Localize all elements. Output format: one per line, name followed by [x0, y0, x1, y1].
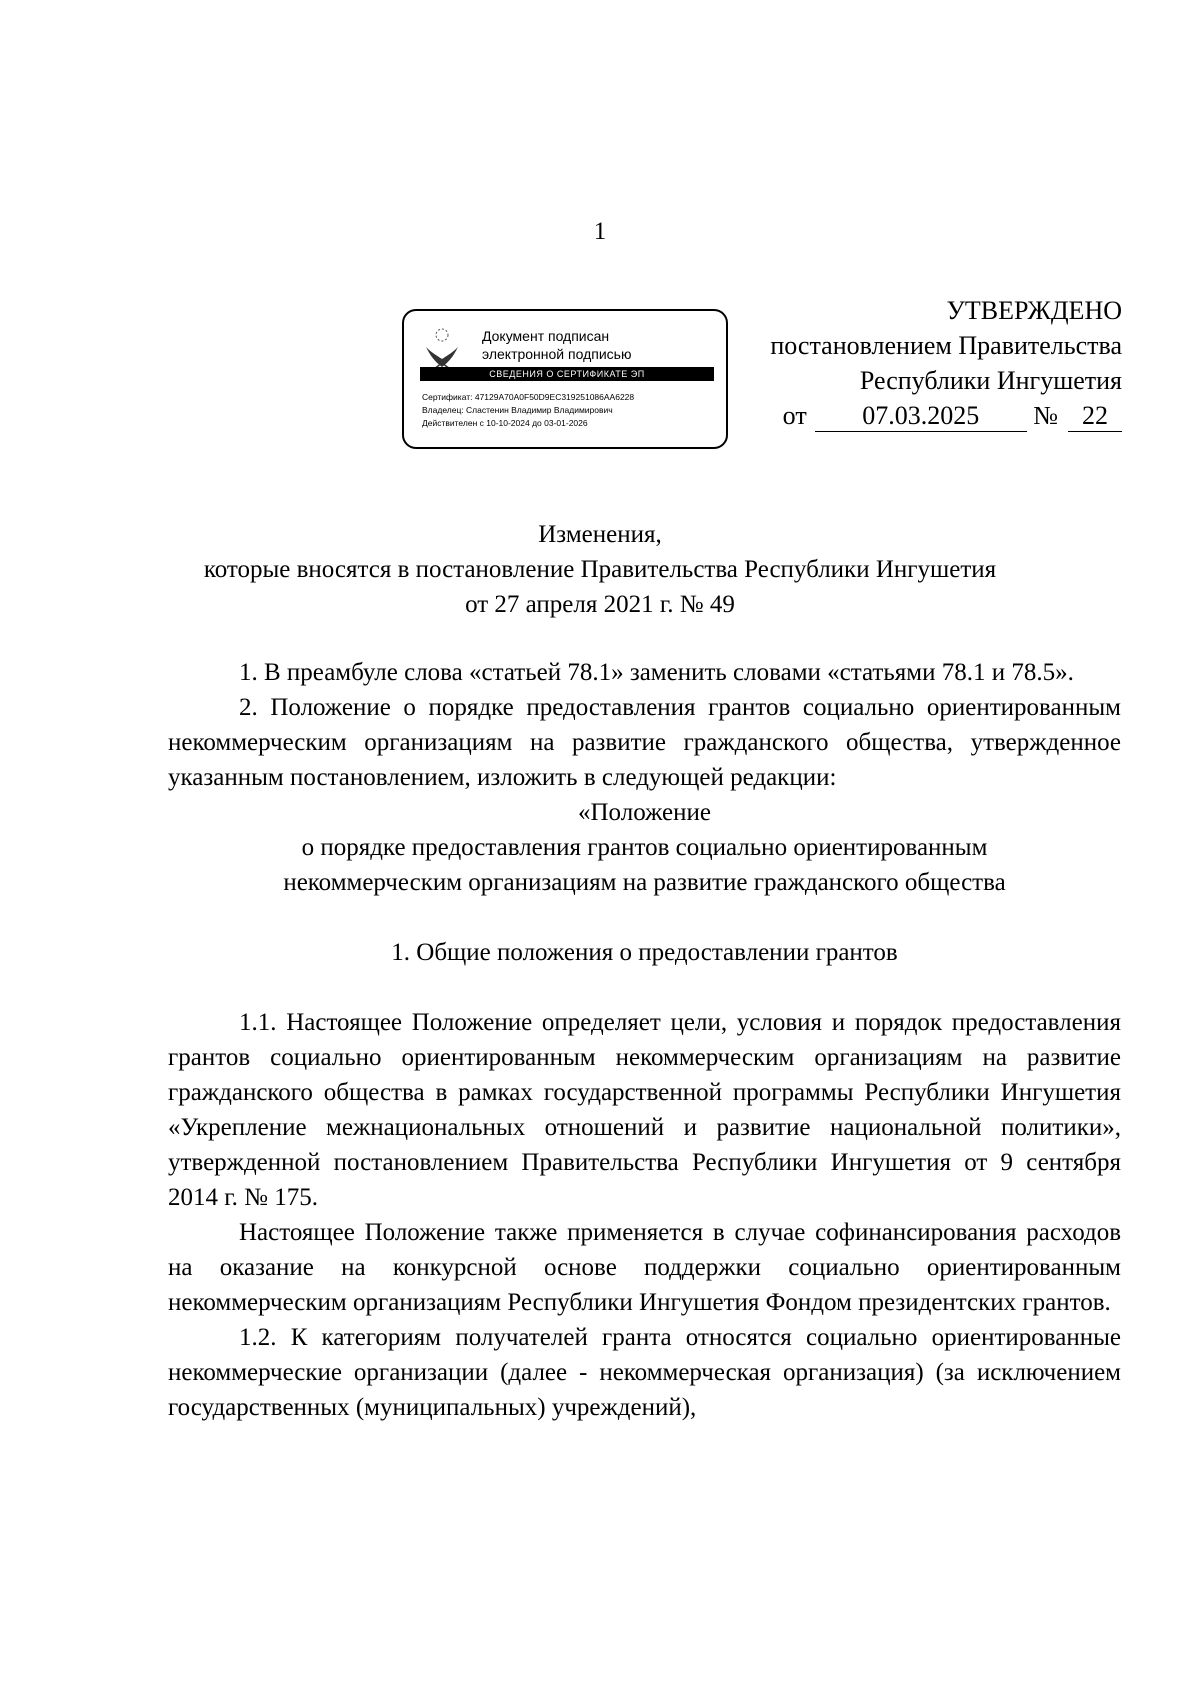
title-line2: которые вносятся в постановление Правительства Республики Ингушетия [203, 556, 997, 583]
stamp-line2: электронной подписью [482, 346, 632, 362]
stamp-certificate: Сертификат: 47129A70A0F50D9EC319251086AA6228 [422, 392, 635, 402]
document-title [0, 517, 1200, 622]
approval-block [770, 293, 1122, 433]
document-body [168, 655, 1121, 1425]
paragraph-2: 2. Положение о порядке предоставления грантов социально ориентированным некоммерческим организациям на развитие гражданского общества, утвержденное указанным постановлением, изложить в следующей редакции: [168, 694, 1121, 791]
stamp-owner: Владелец: Сластенин Владимир Владимирович [422, 405, 613, 415]
approval-heading: УТВЕРЖДЕНО [946, 296, 1122, 325]
number-sign: № [1033, 401, 1058, 430]
e-signature-stamp [402, 309, 728, 449]
approval-line1: постановлением Правительства [770, 331, 1122, 360]
page-number: 1 [593, 218, 607, 245]
title-line1: Изменения, [538, 521, 662, 548]
stamp-certificate-header: СВЕДЕНИЯ О СЕРТИФИКАТЕ ЭП [420, 367, 714, 381]
approval-number: 22 [1068, 401, 1122, 432]
stamp-title [482, 327, 631, 363]
paragraph-1-1: 1.1. Настоящее Положение определяет цели, условия и порядок предоставления грантов социально ориентированным некоммерческим организациям на развитие гражданского общества в рамках государственной программы Республики Ингушетия «Укрепление межнациональных отношений и развитие национальной политики», утвержденной постановлением Правительства Республики Ингушетия от 9 сентября 2014 г. № 175. [168, 1009, 1121, 1211]
stamp-validity: Действителен с 10-10-2024 до 03-01-2026 [422, 418, 588, 428]
sub-title-line3: некоммерческим организациям на развитие гражданского общества [283, 869, 1006, 896]
sub-title-line1: «Положение [578, 799, 711, 826]
paragraph-cofinancing: Настоящее Положение также применяется в случае софинансирования расходов на оказание на конкурсной основе поддержки социально ориентированным некоммерческим организациям Республики Ингушетия Фондом президентских грантов. [168, 1219, 1121, 1316]
title-line3: от 27 апреля 2021 г. № 49 [465, 591, 735, 618]
stamp-details [422, 391, 634, 430]
paragraph-1: 1. В преамбуле слова «статьей 78.1» заменить словами «статьями 78.1 и 78.5». [239, 659, 1074, 686]
section-heading: 1. Общие положения о предоставлении грантов [391, 939, 898, 966]
sub-title-line2: о порядке предоставления грантов социально ориентированным [301, 834, 988, 861]
approval-date: 07.03.2025 [815, 401, 1027, 432]
approval-line2: Республики Ингушетия [859, 366, 1122, 395]
date-prefix: от [782, 401, 807, 430]
paragraph-1-2: 1.2. К категориям получателей гранта относятся социально ориентированные некоммерческие организации (далее - некоммерческая организация) (за исключением государственных (муниципальных) учреждений), [168, 1324, 1121, 1421]
stamp-line1: Документ подписан [482, 328, 610, 344]
approval-date-line [770, 398, 1122, 433]
